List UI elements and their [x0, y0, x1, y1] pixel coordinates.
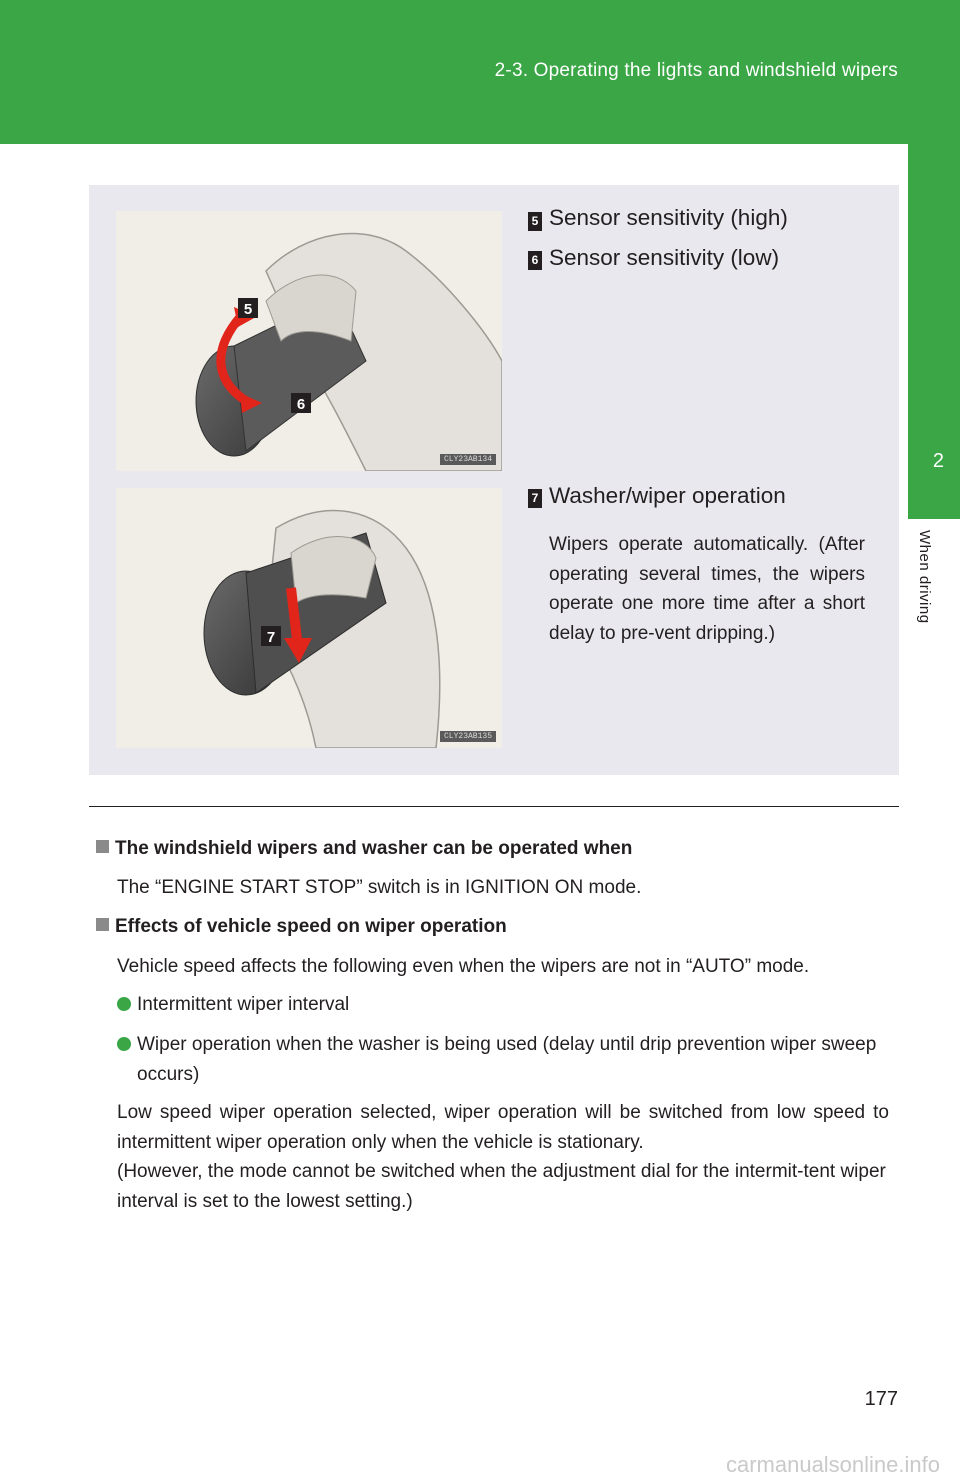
- square-bullet-icon: [96, 918, 109, 931]
- bullet-dot-icon: [117, 997, 131, 1011]
- note-heading-text: Effects of vehicle speed on wiper operation: [115, 916, 507, 937]
- page-header: [0, 0, 960, 144]
- list-item: Wiper operation when the washer is being used (delay until drip prevention wiper sweep occurs): [117, 1030, 889, 1089]
- callout-5-text: 5: [243, 301, 253, 318]
- item-marker-6: 6: [528, 251, 542, 270]
- item-marker-7: 7: [528, 489, 542, 508]
- chapter-label: When driving: [916, 530, 933, 624]
- wiper-lever-pull-illustration: [116, 488, 502, 748]
- note-text-2c: (However, the mode cannot be switched when the adjustment dial for the intermit-tent wiper interval is set to the lowest setting.): [117, 1161, 886, 1212]
- callout-7-text: 7: [266, 629, 276, 646]
- item-description-washer-wiper: Wipers operate automatically. (After operating several times, the wipers operate one more time after a short delay to pre-vent dripping.): [549, 534, 865, 644]
- note-heading-1: [96, 838, 632, 860]
- note-text-2: Vehicle speed affects the following even when the wipers are not in “AUTO” mode.: [117, 956, 810, 977]
- figure-washer-operation: [116, 488, 502, 748]
- item-marker-5: 5: [528, 212, 542, 231]
- figure-code: CLY23AB135: [440, 731, 496, 742]
- section-divider: [89, 806, 899, 807]
- section-title: 2-3. Operating the lights and windshield wipers: [494, 60, 898, 81]
- item-label-sensor-high: Sensor sensitivity (high): [549, 205, 788, 230]
- figure-code: CLY23AB134: [440, 454, 496, 465]
- note-heading-text: The windshield wipers and washer can be operated when: [115, 838, 633, 859]
- note-text-1: The “ENGINE START STOP” switch is in IGNITION ON mode.: [117, 877, 642, 898]
- page-number: 177: [864, 1388, 898, 1410]
- figure-sensor-sensitivity: [116, 211, 502, 471]
- watermark: carmanualsonline.info: [725, 1452, 940, 1477]
- item-label-washer-wiper: Washer/wiper operation: [549, 483, 786, 508]
- list-item: Intermittent wiper interval: [117, 990, 889, 1020]
- callout-6-text: 6: [296, 396, 306, 413]
- item-label-sensor-low: Sensor sensitivity (low): [549, 245, 780, 270]
- square-bullet-icon: [96, 840, 109, 853]
- chapter-number: 2: [932, 450, 944, 472]
- note-text-2b: Low speed wiper operation selected, wiper operation will be switched from low speed to intermittent wiper operation only when the vehicle is stationary.: [117, 1102, 889, 1153]
- note-heading-2: [96, 916, 507, 938]
- bullet-dot-icon: [117, 1037, 131, 1051]
- chapter-tab-rule: [908, 518, 960, 519]
- wiper-knob-rotate-illustration: [116, 211, 502, 471]
